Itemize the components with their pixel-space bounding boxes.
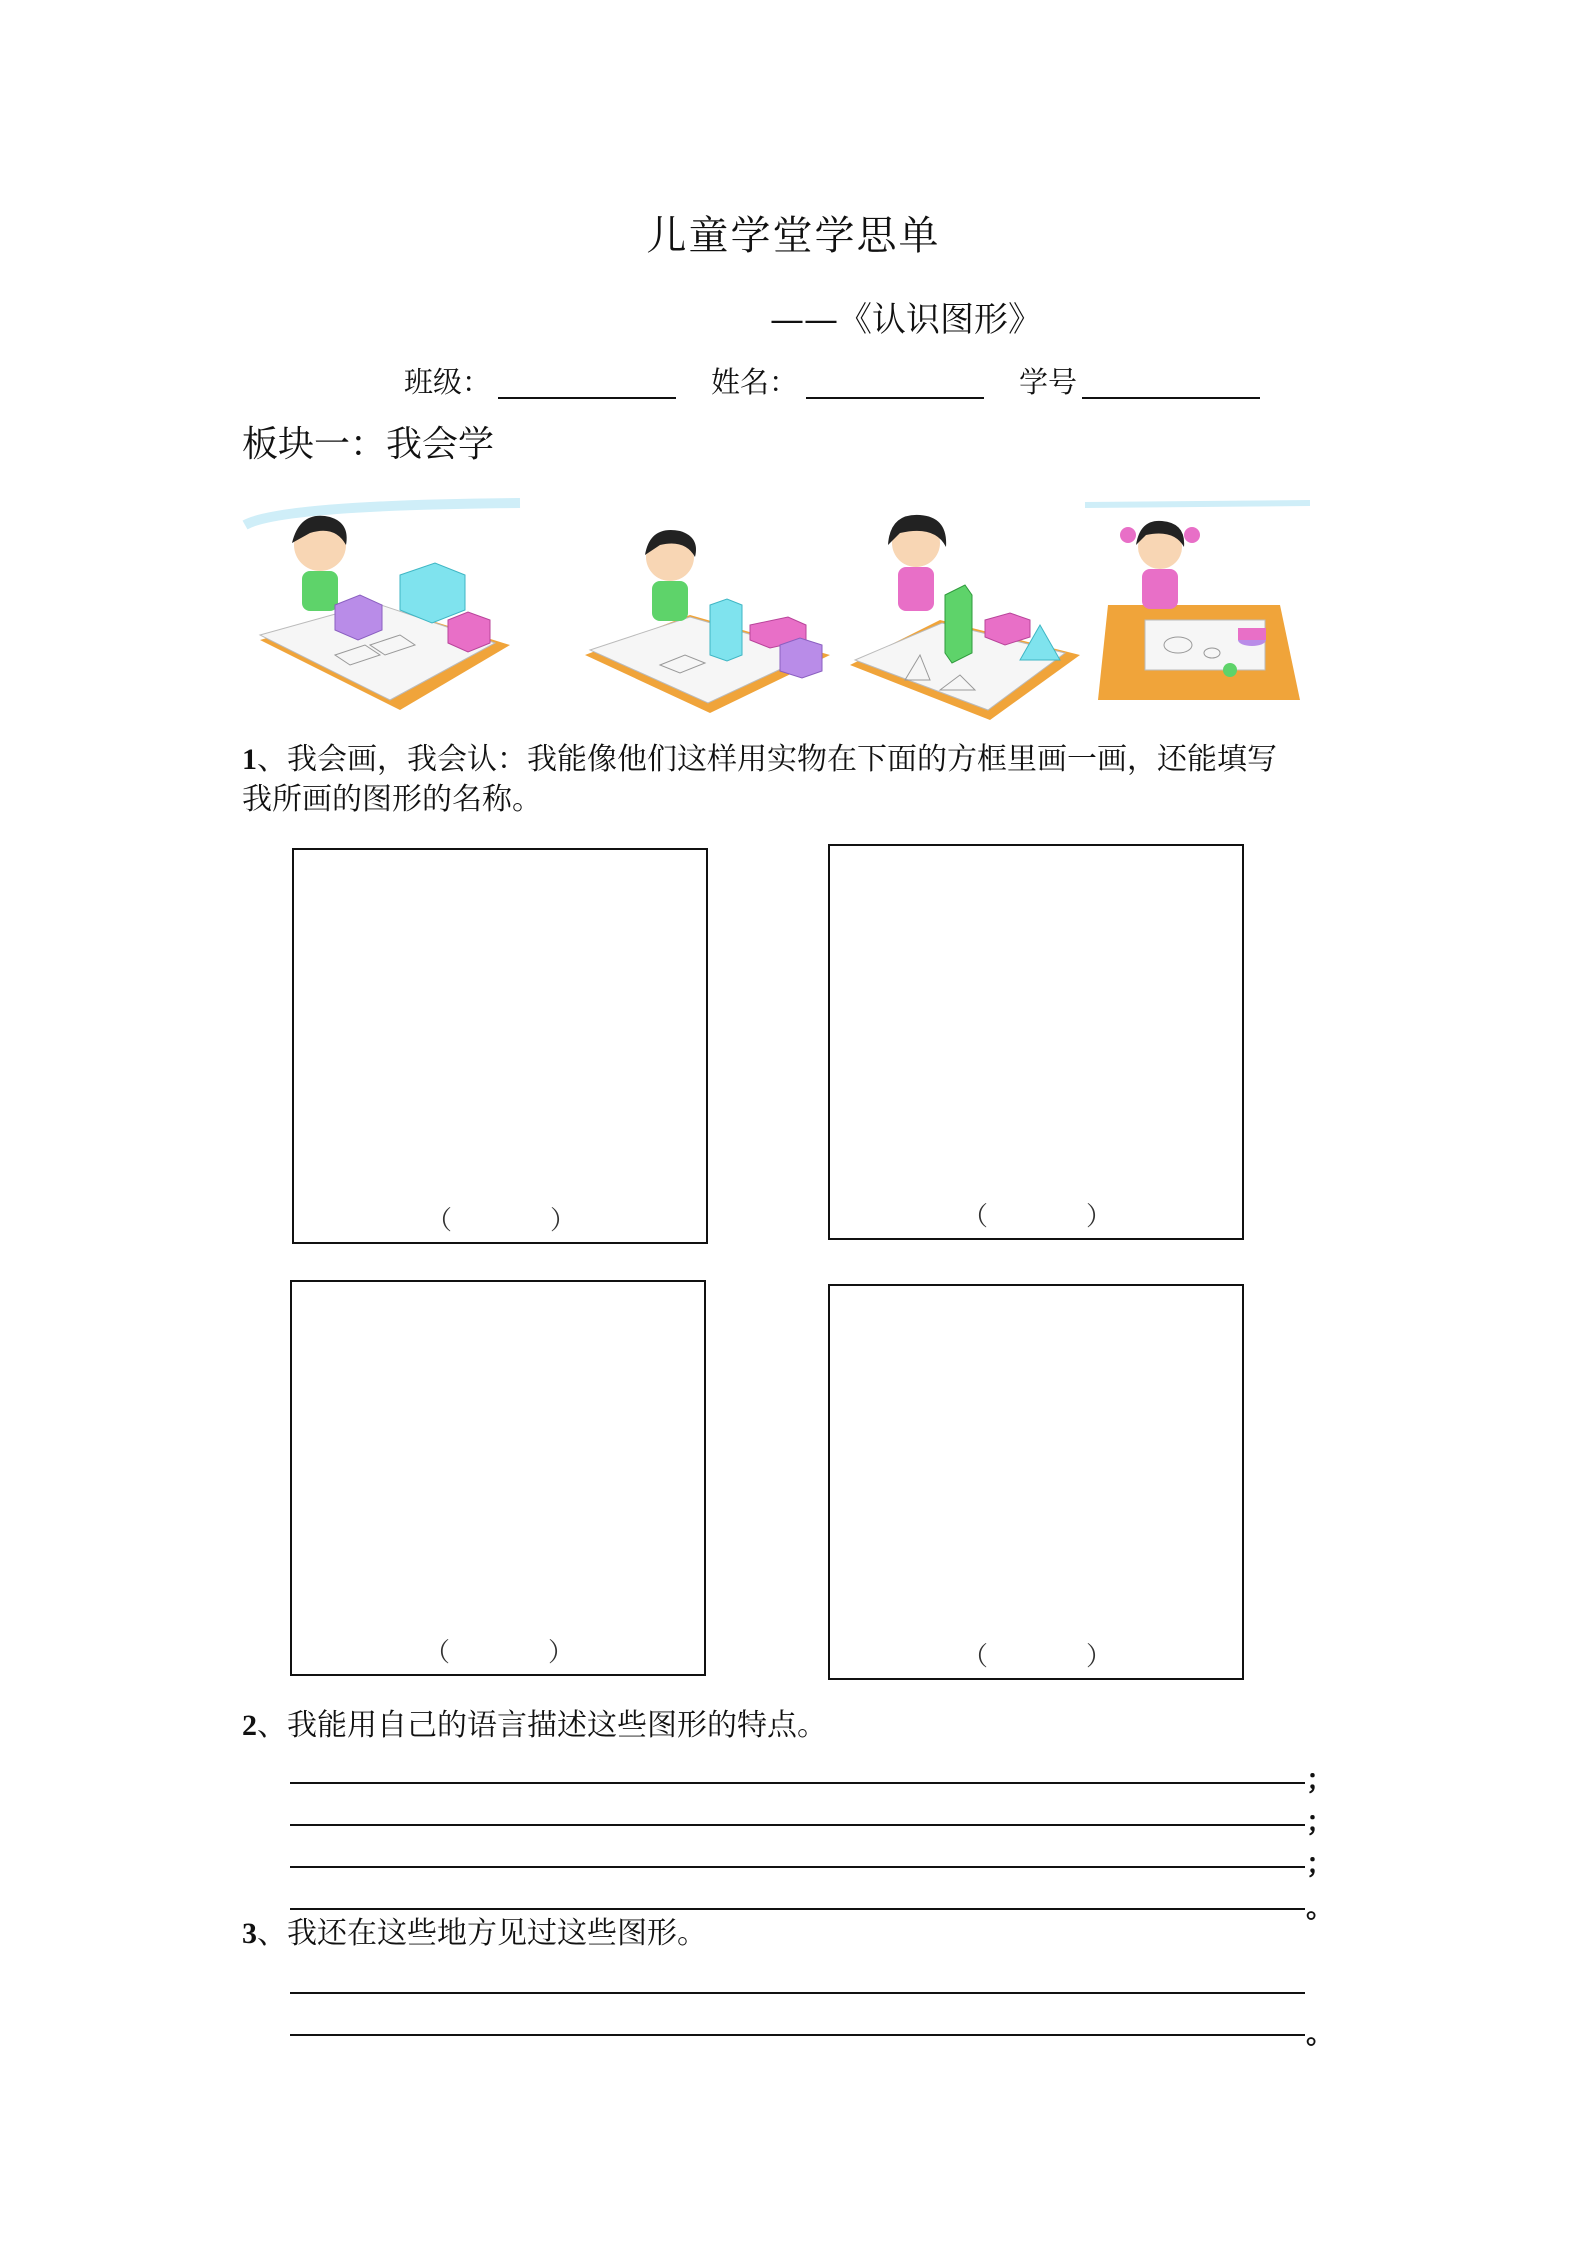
children-with-shapes-illustration (240, 495, 1320, 725)
shape-name-blank-4[interactable]: （ ） (962, 1642, 1112, 1672)
line-end-punct: ； (1306, 1805, 1335, 1838)
student-id-label: 学号 (1019, 365, 1078, 399)
line-end-punct: 。 (1306, 1891, 1335, 1924)
name-field[interactable] (806, 397, 984, 399)
question-2-number: 2 (242, 1709, 257, 1742)
question-2 (242, 1706, 827, 1746)
question-1-number: 1 (242, 743, 257, 776)
question-1-text-line2: 我所画的图形的名称。 (242, 782, 542, 817)
answer-line-2-2[interactable] (290, 1824, 1305, 1826)
question-1 (242, 740, 1277, 820)
shape-name-blank-1[interactable]: （ ） (426, 1206, 576, 1236)
question-3 (242, 1914, 707, 1954)
worksheet-subtitle: ——《认识图形》 (770, 300, 1042, 340)
class-label: 班级： (404, 365, 492, 399)
question-3-text: 、我还在这些地方见过这些图形。 (257, 1916, 707, 1951)
line-end-punct: ； (1306, 1847, 1335, 1880)
line-end-punct: 。 (1306, 2017, 1335, 2050)
question-3-number: 3 (242, 1917, 257, 1950)
answer-line-2-3[interactable] (290, 1866, 1305, 1868)
class-field[interactable] (498, 397, 676, 399)
question-2-text: 、我能用自己的语言描述这些图形的特点。 (257, 1708, 827, 1743)
line-end-punct: ； (1306, 1763, 1335, 1796)
scene-boy-prisms (585, 530, 830, 713)
worksheet-title: 儿童学堂学思单 (646, 213, 941, 259)
student-id-field[interactable] (1082, 397, 1260, 399)
drawing-box-4[interactable] (828, 1284, 1244, 1680)
drawing-box-3[interactable] (290, 1280, 706, 1676)
answer-line-3-2[interactable] (290, 2034, 1305, 2036)
scene-boy-cubes (245, 503, 520, 710)
section-heading: 板块一：我会学 (242, 424, 495, 465)
shape-name-blank-3[interactable]: （ ） (424, 1638, 574, 1668)
name-label: 姓名： (711, 365, 799, 399)
answer-line-2-1[interactable] (290, 1782, 1305, 1784)
scene-girl-triangles (850, 515, 1080, 720)
answer-line-2-4[interactable] (290, 1908, 1305, 1910)
answer-line-3-1[interactable] (290, 1992, 1305, 1994)
shape-name-blank-2[interactable]: （ ） (962, 1202, 1112, 1232)
scene-girl-circles (1085, 503, 1310, 700)
question-1-text-line1: 、我会画，我会认：我能像他们这样用实物在下面的方框里画一画，还能填写 (257, 742, 1277, 777)
drawing-box-2[interactable] (828, 844, 1244, 1240)
drawing-box-1[interactable] (292, 848, 708, 1244)
